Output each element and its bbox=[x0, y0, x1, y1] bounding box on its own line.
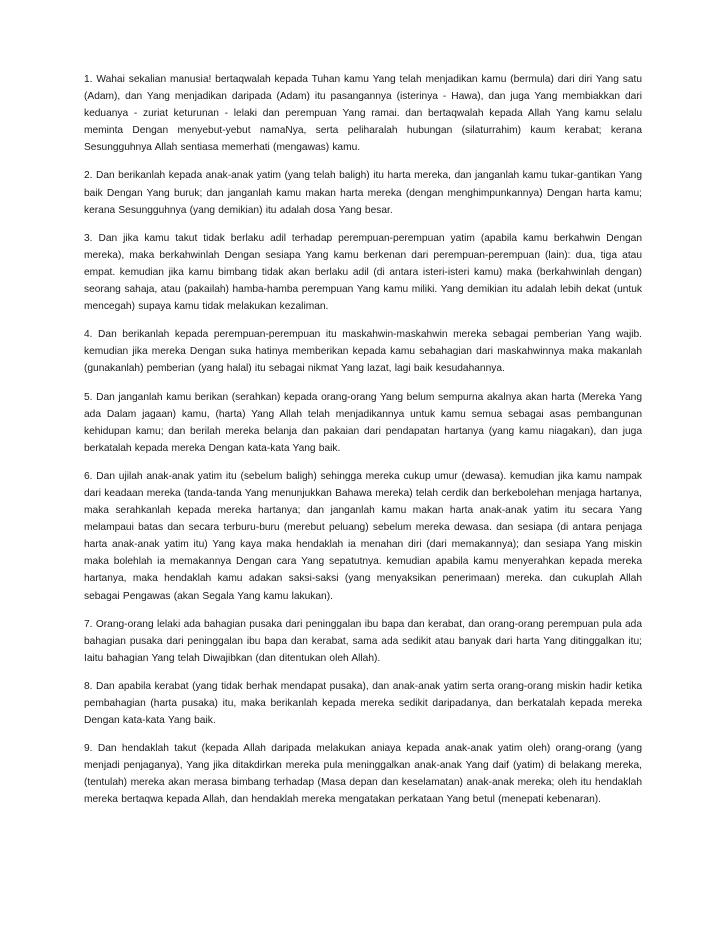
paragraph-3: 3. Dan jika kamu takut tidak berlaku adil terhadap perempuan-perempuan yatim (apabila kamu berkahwin Dengan mereka), maka berkahwinlah Dengan sesiapa Yang kamu berkenan dari perempuan-perempuan (lain): dua, tiga atau empat. kemudian jika kamu bimbang tidak akan berlaku adil (di antara isteri-isteri kamu) maka (berkahwinlah dengan) seorang sahaja, atau (pakailah) hamba-hamba perempuan Yang kamu miliki. Yang demikian itu adalah lebih dekat (untuk mencegah) supaya kamu tidak melakukan kezaliman. bbox=[84, 232, 642, 313]
paragraph-7: 7. Orang-orang lelaki ada bahagian pusaka dari peninggalan ibu bapa dan kerabat, dan orang-orang perempuan pula ada bahagian pusaka dari peninggalan ibu bapa dan kerabat, sama ada sedikit atau banyak dari harta Yang ditinggalkan itu; Iaitu bahagian Yang telah Diwajibkan (dan ditentukan oleh Allah). bbox=[84, 618, 642, 664]
paragraph-1: 1. Wahai sekalian manusia! bertaqwalah kepada Tuhan kamu Yang telah menjadikan kamu (bermula) dari diri Yang satu (Adam), dan Yang menjadikan daripada (Adam) itu pasangannya (isterinya - Hawa), dan juga Yang membiakkan dari keduanya - zuriat keturunan - lelaki dan perempuan Yang ramai. dan bertaqwalah kepada Allah Yang kamu selalu meminta Dengan menyebut-yebut namaNya, serta peliharalah hubungan (silaturrahim) kaum kerabat; kerana Sesungguhnya Allah sentiasa memerhati (mengawas) kamu. bbox=[84, 74, 642, 154]
document-body bbox=[84, 71, 642, 820]
paragraph-4: 4. Dan berikanlah kepada perempuan-perempuan itu maskahwin-maskahwin mereka sebagai pemberian Yang wajib. kemudian jika mereka Dengan suka hatinya memberikan kepada kamu sebahagian dari maskahwinnya maka makanlah (gunakanlah) pemberian (yang halal) itu sebagai nikmat Yang lazat, lagi baik kesudahannya. bbox=[84, 329, 642, 375]
paragraph-2: 2. Dan berikanlah kepada anak-anak yatim (yang telah baligh) itu harta mereka, dan janganlah kamu tukar-gantikan Yang baik Dengan Yang buruk; dan janganlah kamu makan harta mereka (dengan menghimpunkannya) Dengan harta kamu; kerana Sesungguhnya (yang demikian) itu adalah dosa Yang besar. bbox=[84, 170, 642, 216]
paragraph-6: 6. Dan ujilah anak-anak yatim itu (sebelum baligh) sehingga mereka cukup umur (dewasa). kemudian jika kamu nampak dari keadaan mereka (tanda-tanda Yang menunjukkan Bahawa mereka) telah cerdik dan berkebolehan menjaga hartanya, maka serahkanlah kepada mereka hartanya; dan janganlah kamu makan harta anak-anak yatim itu secara Yang melampaui batas dan secara terburu-buru (merebut peluang) sebelum mereka dewasa. dan sesiapa (di antara penjaga harta anak-anak yatim itu) Yang kaya maka hendaklah ia menahan diri (dari memakannya); dan sesiapa Yang miskin maka bolehlah ia memakannya Dengan cara Yang sepatutnya. kemudian apabila kamu menyerahkan kepada mereka hartanya, maka hendaklah kamu adakan saksi-saksi (yang menyaksikan penerimaan) mereka. dan cukuplah Allah sebagai Pengawas (akan Segala Yang kamu lakukan). bbox=[84, 470, 642, 602]
paragraph-8: 8. Dan apabila kerabat (yang tidak berhak mendapat pusaka), dan anak-anak yatim serta orang-orang miskin hadir ketika pembahagian (harta pusaka) itu, maka berikanlah kepada mereka sedikit daripadanya, dan berkatalah kepada mereka Dengan kata-kata Yang baik. bbox=[84, 680, 642, 727]
paragraph-5: 5. Dan janganlah kamu berikan (serahkan) kepada orang-orang Yang belum sempurna akalnya akan harta (Mereka Yang ada Dalam jagaan) kamu, (harta) Yang Allah telah menjadikannya untuk kamu semua sebagai asas pembangunan kehidupan kamu; dan berilah mereka belanja dan pakaian dari pendapatan hartanya (yang kamu niagakan), dan juga berkatalah kepada mereka Dengan kata-kata Yang baik. bbox=[84, 391, 642, 454]
paragraph-9: 9. Dan hendaklah takut (kepada Allah daripada melakukan aniaya kepada anak-anak yatim oleh) orang-orang (yang menjadi penjaganya), Yang jika ditakdirkan mereka pula meninggalkan anak-anak Yang daif (yatim) di belakang mereka, (tentulah) mereka akan merasa bimbang terhadap (Masa depan dan keselamatan) anak-anak mereka; oleh itu hendaklah mereka bertaqwa kepada Allah, dan hendaklah mereka mengatakan perkataan Yang betul (menepati kebenaran). bbox=[84, 743, 642, 806]
